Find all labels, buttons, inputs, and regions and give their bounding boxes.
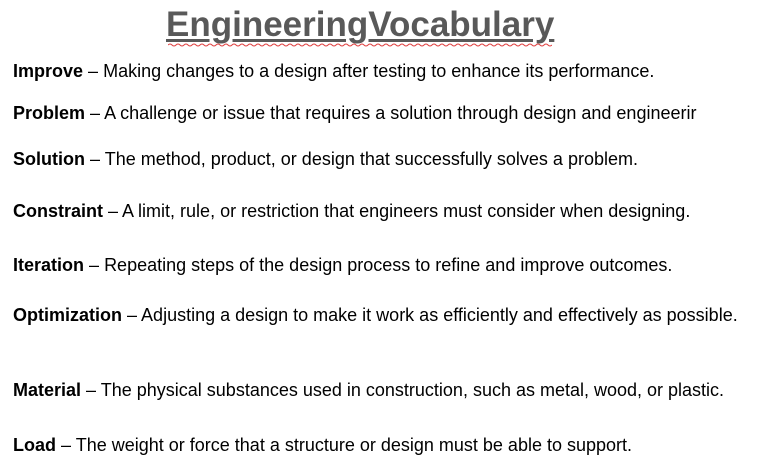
vocab-entry-optimization bbox=[13, 302, 743, 329]
vocab-term: Load bbox=[13, 435, 56, 455]
vocab-entry-solution bbox=[13, 146, 638, 173]
vocab-entry-problem bbox=[13, 100, 696, 127]
vocab-term: Problem bbox=[13, 103, 86, 123]
vocab-entry-iteration bbox=[13, 252, 672, 279]
vocab-definition: Repeating steps of the design process to refine and improve outcomes. bbox=[104, 255, 673, 275]
vocab-term: Iteration bbox=[13, 255, 85, 275]
vocab-definition: Adjusting a design to make it work as efficiently and effectively as possible. bbox=[141, 305, 738, 325]
vocab-term: Material bbox=[13, 380, 82, 400]
term-separator: – bbox=[127, 305, 138, 325]
vocab-definition: The method, product, or design that successfully solves a problem. bbox=[104, 149, 638, 169]
vocab-entry-load bbox=[13, 432, 632, 459]
vocab-term: Improve bbox=[13, 61, 84, 81]
term-separator: – bbox=[90, 149, 101, 169]
vocab-term: Optimization bbox=[13, 305, 122, 325]
term-separator: – bbox=[90, 103, 101, 123]
term-separator: – bbox=[108, 201, 119, 221]
vocab-entry-improve bbox=[13, 58, 654, 85]
vocab-term: Solution bbox=[13, 149, 85, 169]
vocab-entry-material bbox=[13, 377, 743, 404]
spellcheck-squiggle bbox=[168, 43, 552, 47]
term-separator: – bbox=[88, 61, 99, 81]
term-separator: – bbox=[86, 380, 97, 400]
vocab-definition: The weight or force that a structure or design must be able to support. bbox=[75, 435, 633, 455]
term-separator: – bbox=[61, 435, 72, 455]
vocab-entry-constraint bbox=[13, 198, 690, 225]
document-title: EngineeringVocabulary bbox=[166, 5, 555, 44]
vocab-term: Constraint bbox=[13, 201, 103, 221]
vocab-definition: A limit, rule, or restriction that engineers must consider when designing. bbox=[122, 201, 691, 221]
vocab-definition: The physical substances used in construction, such as metal, wood, or plastic. bbox=[100, 380, 725, 400]
vocab-definition: Making changes to a design after testing to enhance its performance. bbox=[103, 61, 655, 81]
term-separator: – bbox=[89, 255, 100, 275]
vocab-definition: A challenge or issue that requires a solution through design and engineerir bbox=[104, 103, 697, 123]
